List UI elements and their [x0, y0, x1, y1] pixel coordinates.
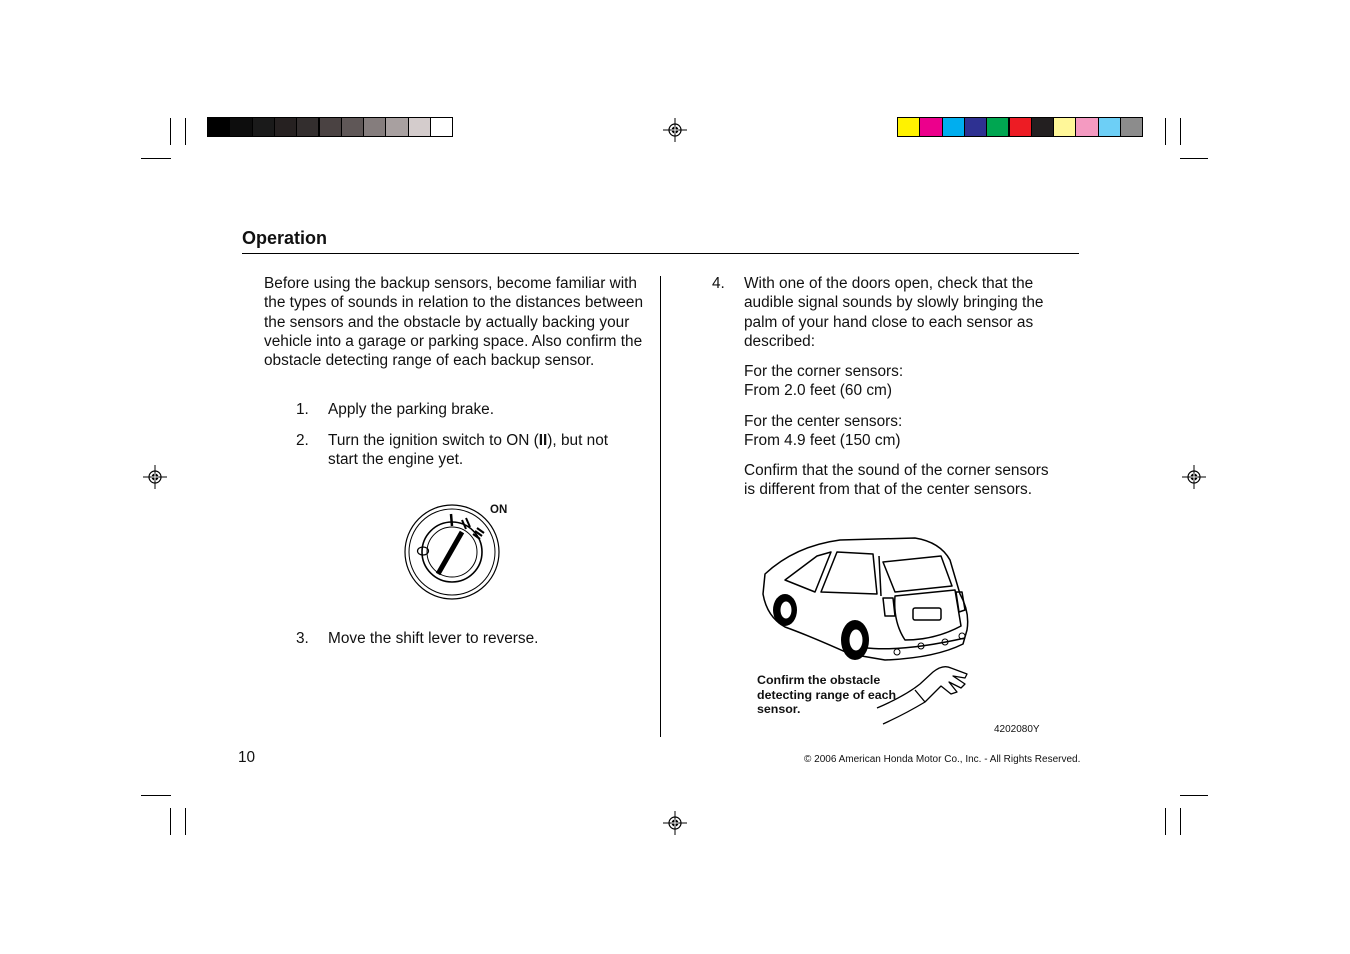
confirm-paragraph: Confirm that the sound of the corner sensors is different from that of the center sensors.	[744, 462, 1049, 499]
column-divider	[660, 276, 661, 737]
calibration-swatch	[1031, 117, 1054, 137]
calibration-swatch	[274, 117, 297, 137]
center-sensors-distance: From 4.9 feet (150 cm)	[744, 432, 901, 449]
copyright-notice: © 2006 American Honda Motor Co., Inc. - All Rights Reserved.	[804, 754, 1081, 765]
registration-mark-icon	[663, 118, 687, 142]
step-text-part: Turn the ignition switch to ON (	[328, 432, 539, 449]
calibration-swatch	[1009, 117, 1032, 137]
step-text	[328, 431, 633, 470]
step-text: Apply the parking brake.	[328, 401, 494, 418]
calibration-swatch	[964, 117, 987, 137]
step-text: With one of the doors open, check that the audible signal sounds by slowly bringing the palm of your hand close to each sensor as described:	[744, 275, 1044, 350]
calibration-swatch	[1075, 117, 1098, 137]
calibration-swatch	[430, 117, 453, 137]
calibration-swatch	[207, 117, 230, 137]
page-number: 10	[238, 749, 256, 766]
calibration-swatch	[319, 117, 342, 137]
registration-mark-icon	[1182, 465, 1206, 489]
step-text-part: ), but not start the engine yet.	[328, 432, 609, 469]
step-number: 4.	[712, 275, 725, 292]
ignition-on-label: ON	[490, 504, 508, 516]
calibration-swatch	[919, 117, 942, 137]
step-number: 2.	[296, 432, 309, 449]
figure-code: 4202080Y	[994, 724, 1040, 735]
calibration-swatch	[252, 117, 275, 137]
calibration-swatch	[363, 117, 386, 137]
ignition-position-label: II	[538, 432, 548, 449]
step-number: 3.	[296, 630, 309, 647]
intro-paragraph: Before using the backup sensors, become familiar with the types of sounds in relation to the distances between the sensors and the obstacle by actually backing your vehicle into a garage or parking space. Also confirm the obstacle detecting range of each backup sensor.	[264, 275, 644, 370]
calibration-swatch	[986, 117, 1009, 137]
header-rule	[242, 253, 1079, 254]
calibration-swatch	[1098, 117, 1121, 137]
corner-sensors-label: For the corner sensors:	[744, 363, 904, 380]
calibration-swatch	[1120, 117, 1143, 137]
section-title: Operation	[242, 228, 328, 248]
calibration-swatch	[1053, 117, 1076, 137]
registration-mark-icon	[143, 465, 167, 489]
step-text: Move the shift lever to reverse.	[328, 630, 539, 647]
center-sensors-label: For the center sensors:	[744, 413, 903, 430]
calibration-swatch	[942, 117, 965, 137]
calibration-swatch	[229, 117, 252, 137]
registration-mark-icon	[663, 811, 687, 835]
step-number: 1.	[296, 401, 309, 418]
illustration-caption: Confirm the obstacle detecting range of each sensor.	[757, 673, 897, 716]
calibration-swatch	[408, 117, 431, 137]
calibration-swatch	[385, 117, 408, 137]
corner-sensors-distance: From 2.0 feet (60 cm)	[744, 382, 892, 399]
calibration-swatch	[341, 117, 364, 137]
calibration-swatch	[897, 117, 920, 137]
calibration-swatch	[296, 117, 319, 137]
